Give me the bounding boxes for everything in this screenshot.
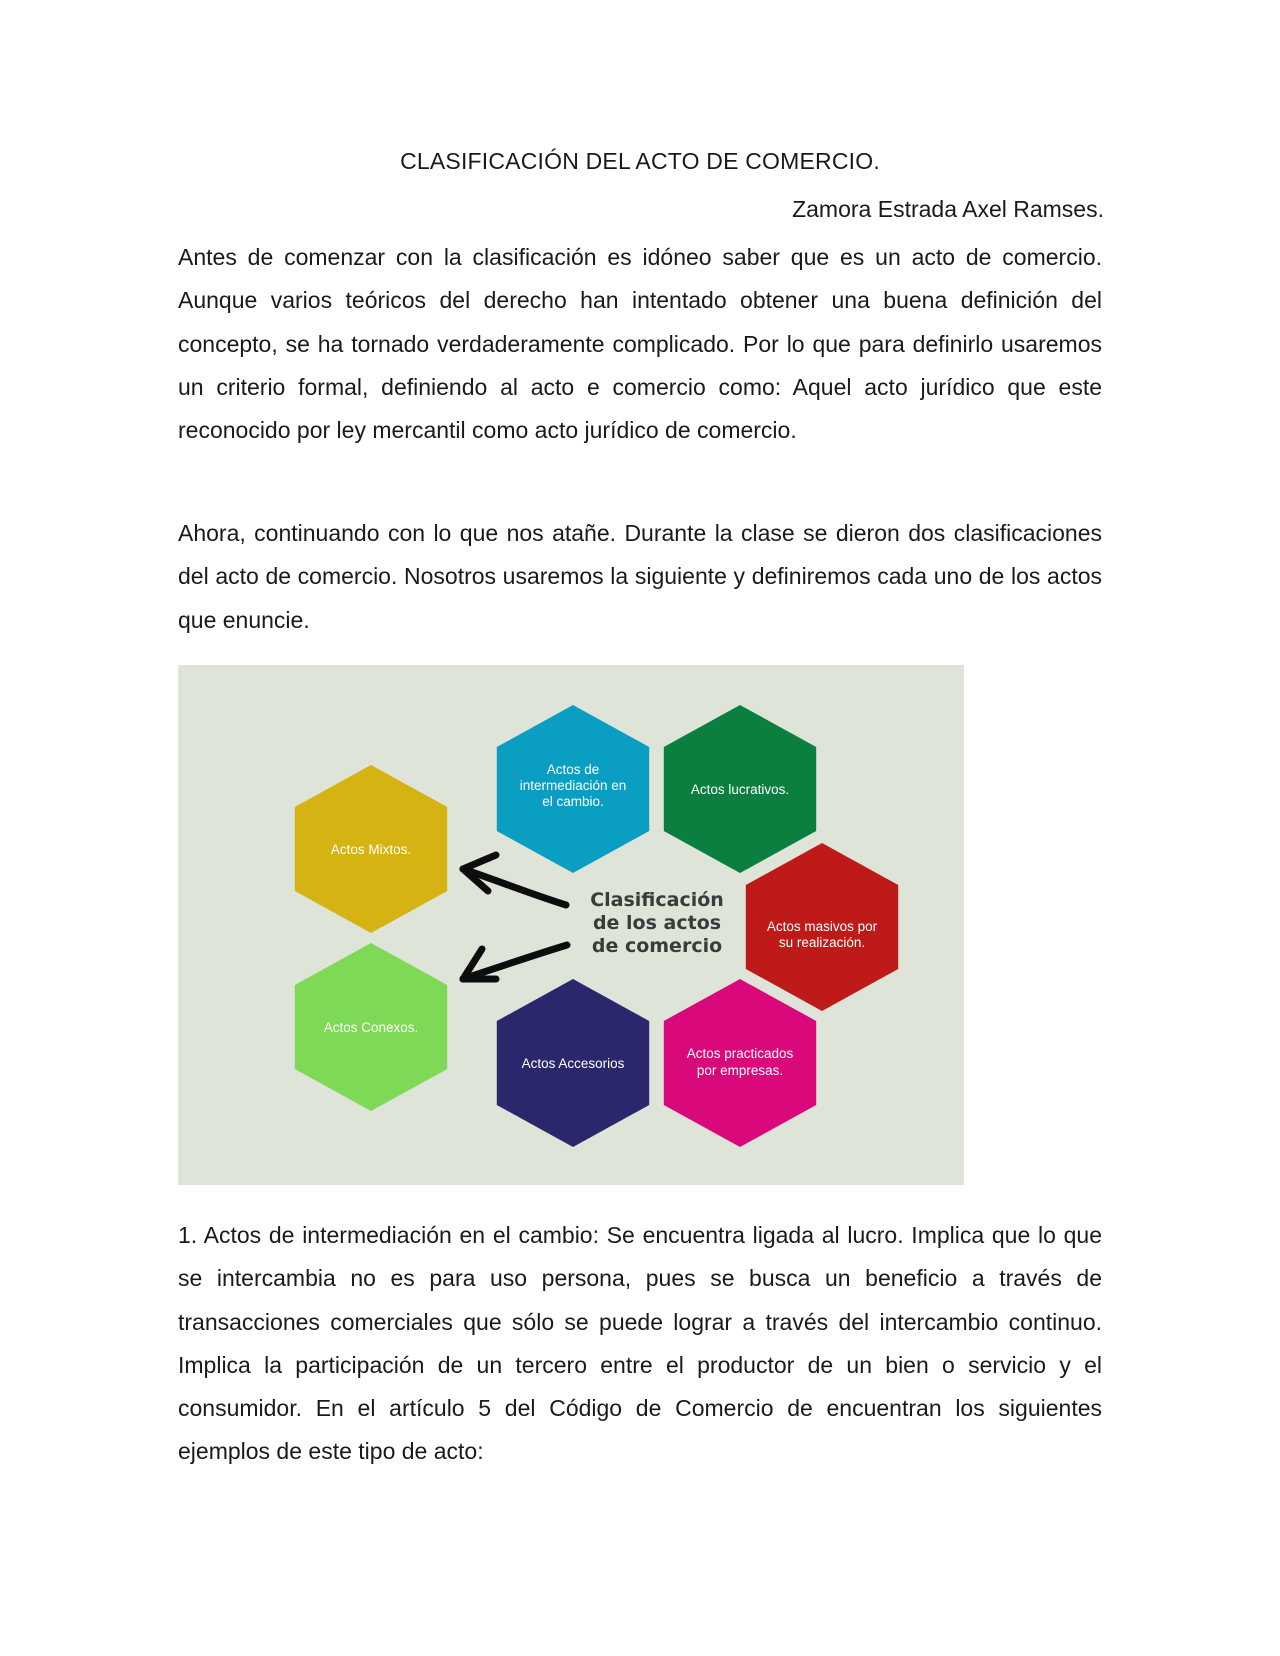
paragraph-definition: Antes de comenzar con la clasificación es idóneo saber que es un acto de comercio. Aunque varios teóricos del derecho han intentado obtener una buena definición del concepto, se ha tornado verdaderamente complicado. Por lo que para definirlo usaremos un criterio formal, definiendo al acto e comercio como: Aquel acto jurídico que este reconocido por ley mercantil como acto jurídico de comercio. <box>178 244 1102 444</box>
hex-accesorios <box>497 979 649 1147</box>
hex-intermediacion-label-1: Actos de <box>546 762 600 777</box>
paragraph-classification-intro: Ahora, continuando con lo que nos atañe. Durante la clase se dieron dos clasificaciones del acto de comercio. Nosotros usaremos la siguiente y definiremos cada uno de los actos que enuncie. <box>178 520 1102 633</box>
hex-empresas-label-2: por empresas. <box>696 1063 784 1078</box>
hex-intermediacion-label-3: el cambio. <box>542 794 604 809</box>
hex-lucrativos <box>664 705 816 873</box>
hex-mixtos <box>295 765 447 933</box>
center-label-3: de comercio <box>591 935 723 957</box>
hex-accesorios-label: Actos Accesorios <box>521 1056 625 1071</box>
arrow-to-conexos <box>463 945 567 979</box>
classification-diagram <box>178 665 964 1185</box>
hex-intermediacion <box>497 705 649 873</box>
classification-diagram-svg <box>178 665 964 1185</box>
hex-conexos <box>295 943 447 1111</box>
arrow-to-mixtos <box>463 855 566 905</box>
hex-mixtos-label: Actos Mixtos. <box>330 842 412 857</box>
hex-masivos-label-2: su realización. <box>778 935 866 950</box>
hex-conexos-label: Actos Conexos. <box>323 1020 419 1035</box>
hex-empresas-label-1: Actos practicados <box>686 1046 794 1061</box>
document-author: Zamora Estrada Axel Ramses. <box>792 196 1104 222</box>
hex-empresas <box>664 979 816 1147</box>
center-label-1: Clasificación <box>590 889 724 911</box>
hex-intermediacion-label-2: intermediación en <box>519 778 627 793</box>
paragraph-intermediacion: 1. Actos de intermediación en el cambio: Se encuentra ligada al lucro. Implica que lo que se intercambia no es para uso persona, pues se busca un beneficio a través de transacciones comerciales que sólo se puede lograr a través del intercambio continuo. Implica la participación de un tercero entre el productor de un bien o servicio y el consumidor. En el artículo 5 del Código de Comercio de encuentran los siguientes ejemplos de este tipo de acto: <box>178 1222 1102 1465</box>
center-label-2: de los actos <box>592 912 722 934</box>
hex-lucrativos-label: Actos lucrativos. <box>690 782 790 797</box>
document-title: CLASIFICACIÓN DEL ACTO DE COMERCIO. <box>400 148 880 174</box>
hex-masivos <box>746 843 898 1011</box>
hex-masivos-label-1: Actos masivos por <box>766 919 878 934</box>
